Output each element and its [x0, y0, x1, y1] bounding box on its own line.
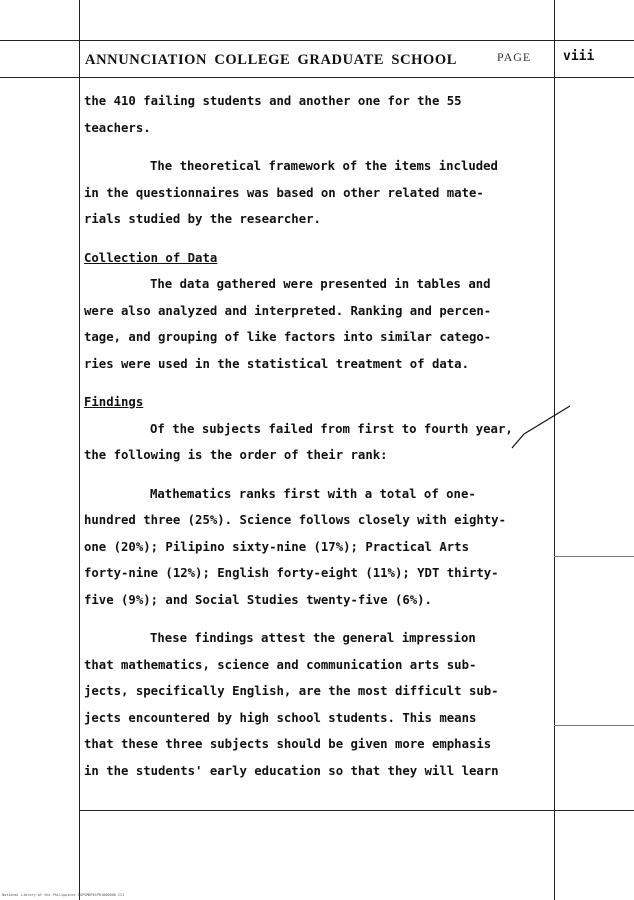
- text-line: that mathematics, science and communication arts sub-: [84, 657, 477, 672]
- section-heading-findings: Findings: [84, 395, 144, 409]
- body-text: [84, 88, 554, 784]
- footer-stamp: National Library of the Philippines RGPSMBP01PH1800000 III: [2, 893, 125, 897]
- text-line: Mathematics ranks first with a total of one-: [150, 486, 476, 501]
- footer-rule: [79, 810, 634, 811]
- text-line: jects, specifically English, are the most difficult sub-: [84, 684, 499, 698]
- text-line: the 410 failing students and another one for the 55: [84, 94, 462, 108]
- header-title: ANNUNCIATION COLLEGE GRADUATE SCHOOL: [85, 52, 458, 68]
- text-line: These findings attest the general impression: [150, 631, 476, 645]
- text-line: five (9%); and Social Studies twenty-five (6%).: [84, 592, 432, 607]
- text-line: that these three subjects should be given more emphasis: [84, 737, 492, 751]
- text-line: the following is the order of their rank:: [84, 448, 388, 462]
- text-line: Of the subjects failed from first to fourth year,: [150, 421, 513, 436]
- page-label: PAGE: [497, 50, 532, 64]
- text-line: in the questionnaires was based on other related mate-: [84, 185, 484, 200]
- text-line: one (20%); Pilipino sixty-nine (17%); Practical Arts: [84, 539, 469, 554]
- text-line: were also analyzed and interpreted. Ranking and percen-: [84, 303, 492, 318]
- page-number: viii: [563, 49, 595, 64]
- left-margin-rule: [79, 0, 80, 900]
- side-tick-rule: [554, 556, 634, 557]
- side-tick-rule-2: [554, 725, 634, 726]
- text-line: jects encountered by high school students. This means: [84, 710, 477, 725]
- text-line: hundred three (25%). Science follows closely with eighty-: [84, 513, 506, 527]
- text-line: in the students' early education so that they will learn: [84, 763, 499, 778]
- text-line: ries were used in the statistical treatment of data.: [84, 356, 469, 371]
- header-bottom-rule: [0, 77, 634, 78]
- text-line: rials studied by the researcher.: [84, 212, 321, 226]
- text-line: teachers.: [84, 120, 151, 135]
- check-mark-icon: [510, 404, 574, 456]
- header-top-rule: [0, 40, 634, 41]
- text-line: The data gathered were presented in tables and: [150, 277, 491, 291]
- text-line: The theoretical framework of the items included: [150, 159, 498, 173]
- section-heading-collection-of-data: Collection of Data: [84, 250, 218, 265]
- text-line: forty-nine (12%); English forty-eight (11%); YDT thirty-: [84, 566, 499, 580]
- text-line: tage, and grouping of like factors into similar catego-: [84, 330, 492, 344]
